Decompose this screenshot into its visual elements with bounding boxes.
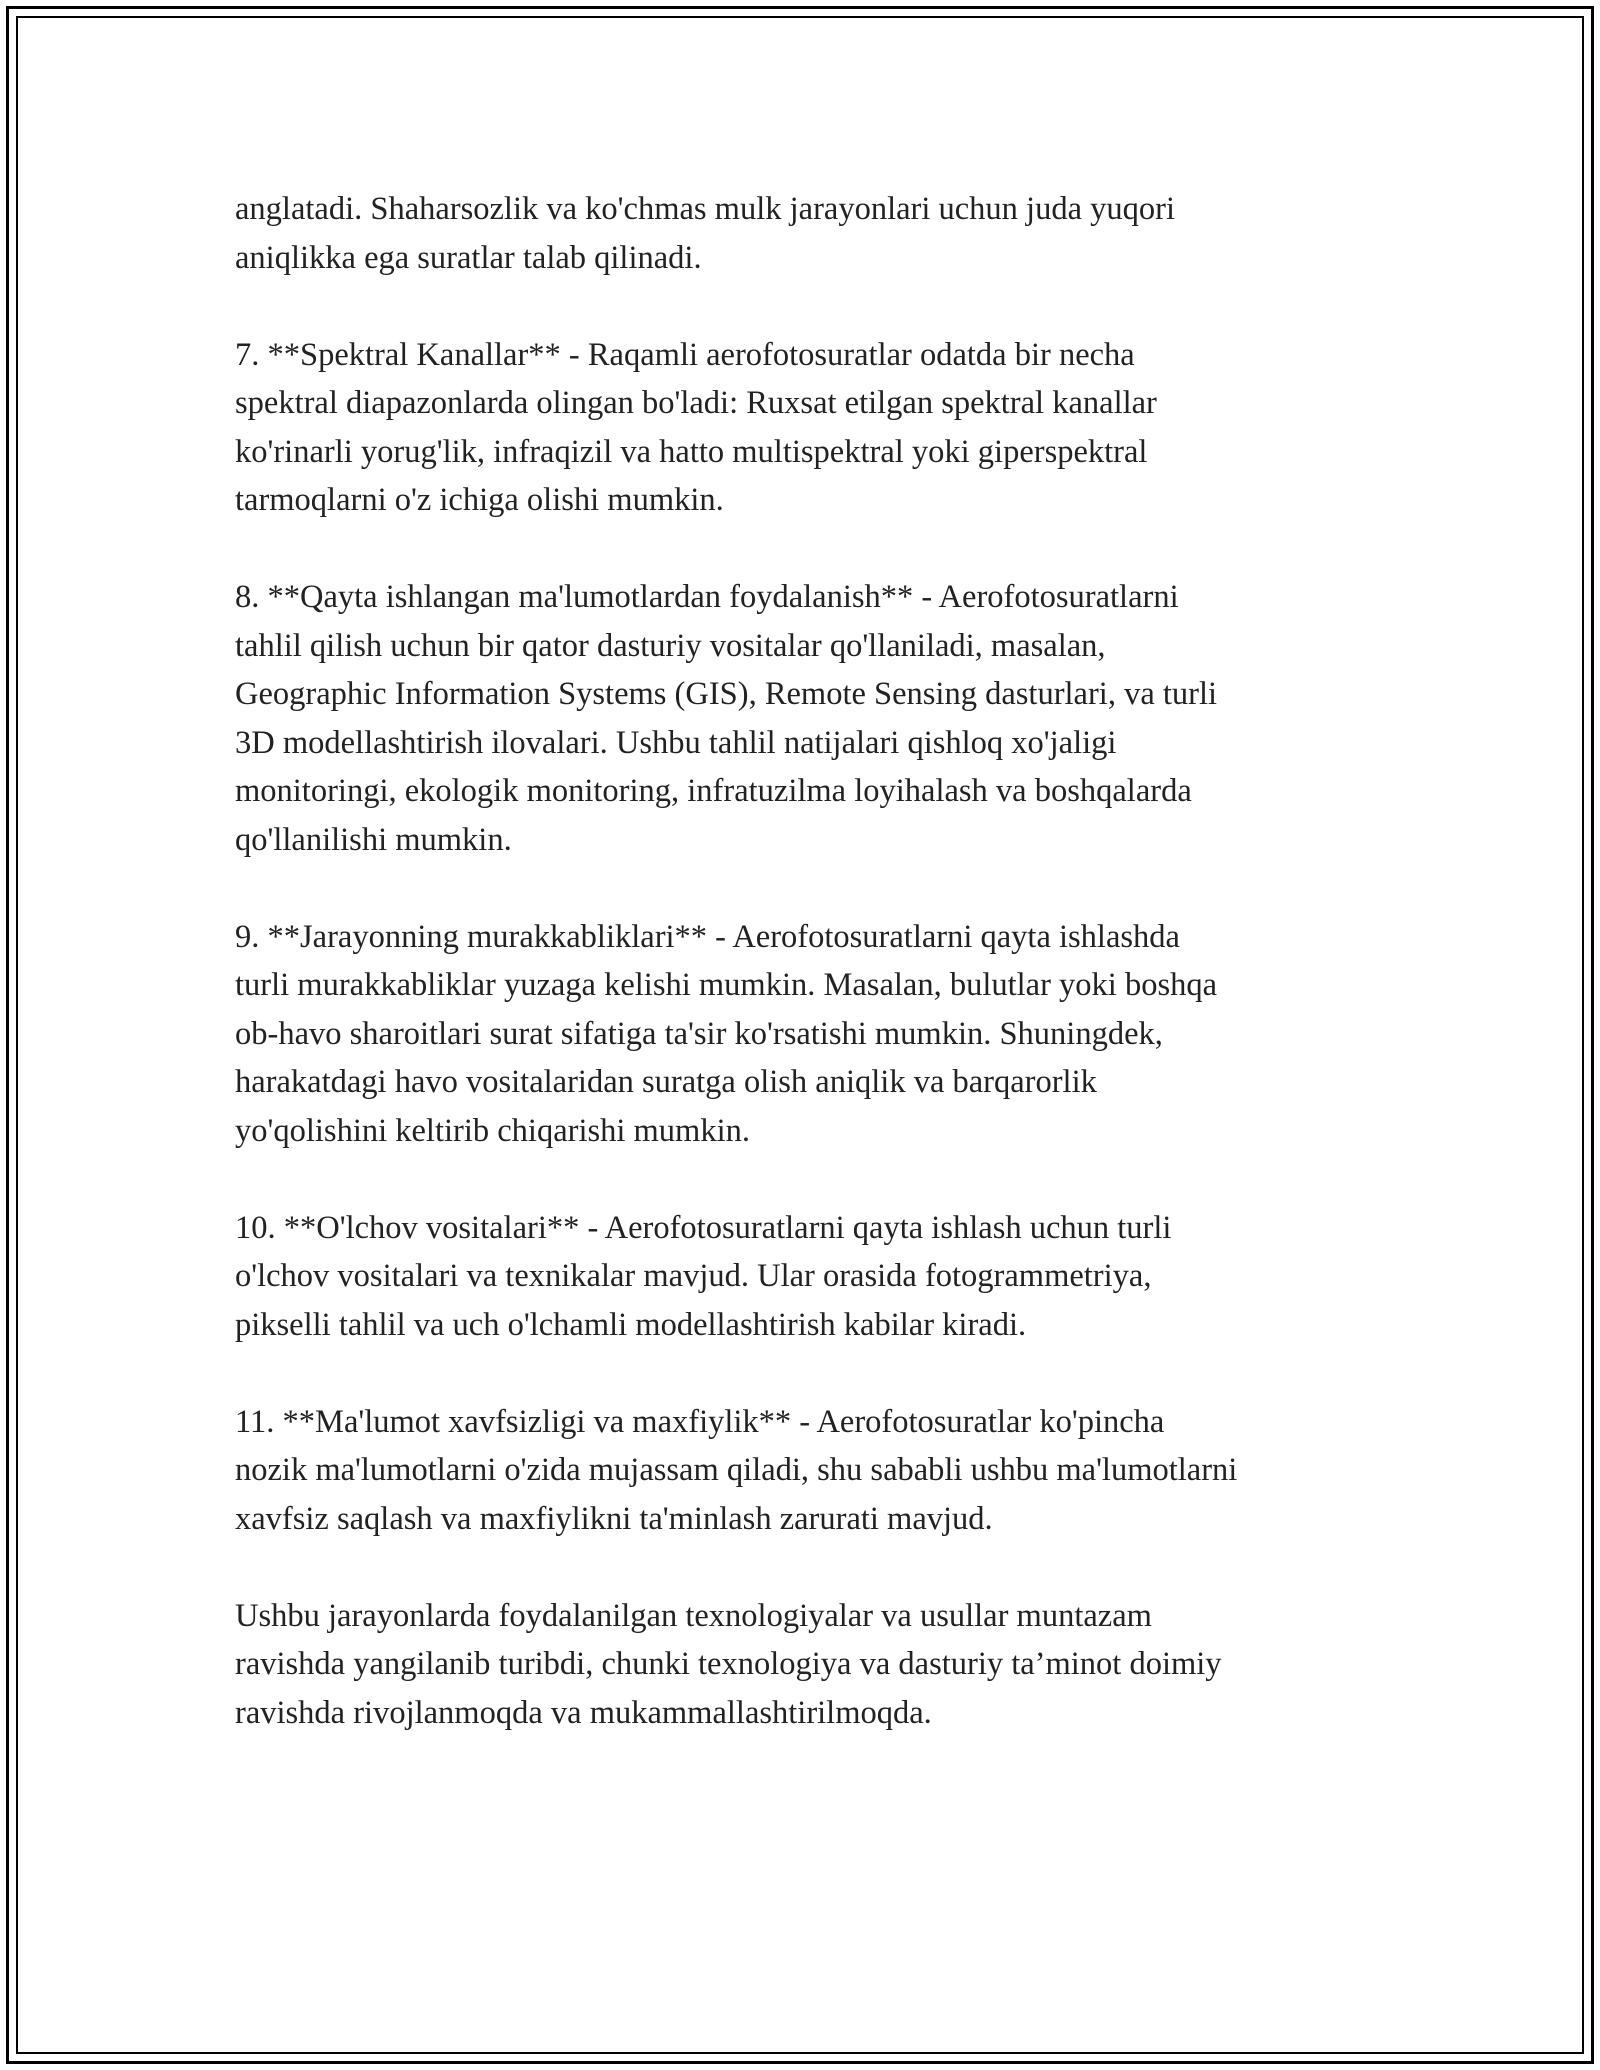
- paragraph-conclusion: Ushbu jarayonlarda foydalanilgan texnologiyalar va usullar muntazam ravishda yangilanib turibdi, chunki texnologiya va dasturiy ta’minot doimiy ravishda rivojlanmoqda va mukammallashtirilmoqda.: [235, 1597, 1222, 1731]
- paragraph-item-10: 10. **O'lchov vositalari** - Aerofotosuratlarni qayta ishlash uchun turli o'lchov vositalari va texnikalar mavjud. Ular orasida fotogrammetriya, pikselli tahlil va uch o'lchamli modellashtirish kabilar kiradi.: [235, 1209, 1172, 1343]
- paragraph-continuation: anglatadi. Shaharsozlik va ko'chmas mulk jarayonlari uchun juda yuqori aniqlikka ega suratlar talab qilinadi.: [235, 191, 1175, 276]
- document-body: [235, 185, 1395, 1786]
- paragraph-item-9: 9. **Jarayonning murakkabliklari** - Aerofotosuratlarni qayta ishlashda turli murakkabliklar yuzaga kelishi mumkin. Masalan, bulutlar yoki boshqa ob-havo sharoitlari surat sifatiga ta'sir ko'rsatishi mumkin. Shuningdek, harakatdagi havo vositalaridan suratga olish aniqlik va barqarorlik yo'qolishini keltirib chiqarishi mumkin.: [235, 918, 1218, 1149]
- paragraph-item-7: 7. **Spektral Kanallar** - Raqamli aerofotosuratlar odatda bir necha spektral diapazonlarda olingan bo'ladi: Ruxsat etilgan spektral kanallar ko'rinarli yorug'lik, infraqizil va hatto multispektral yoki giperspektral tarmoqlarni o'z ichiga olishi mumkin.: [235, 336, 1157, 518]
- paragraph-item-11: 11. **Ma'lumot xavfsizligi va maxfiylik** - Aerofotosuratlar ko'pincha nozik ma'lumotlarni o'zida mujassam qiladi, shu sababli ushbu ma'lumotlarni xavfsiz saqlash va maxfiylikni ta'minlash zarurati mavjud.: [235, 1403, 1238, 1537]
- paragraph-item-8: 8. **Qayta ishlangan ma'lumotlardan foydalanish** - Aerofotosuratlarni tahlil qilish uchun bir qator dasturiy vositalar qo'llaniladi, masalan, Geographic Information Systems (GIS), Remote Sensing dasturlari, va turli 3D modellashtirish ilovalari. Ushbu tahlil natijalari qishloq xo'jaligi monitoringi, ekologik monitoring, infratuzilma loyihalash va boshqalarda qo'llanilishi mumkin.: [235, 579, 1218, 858]
